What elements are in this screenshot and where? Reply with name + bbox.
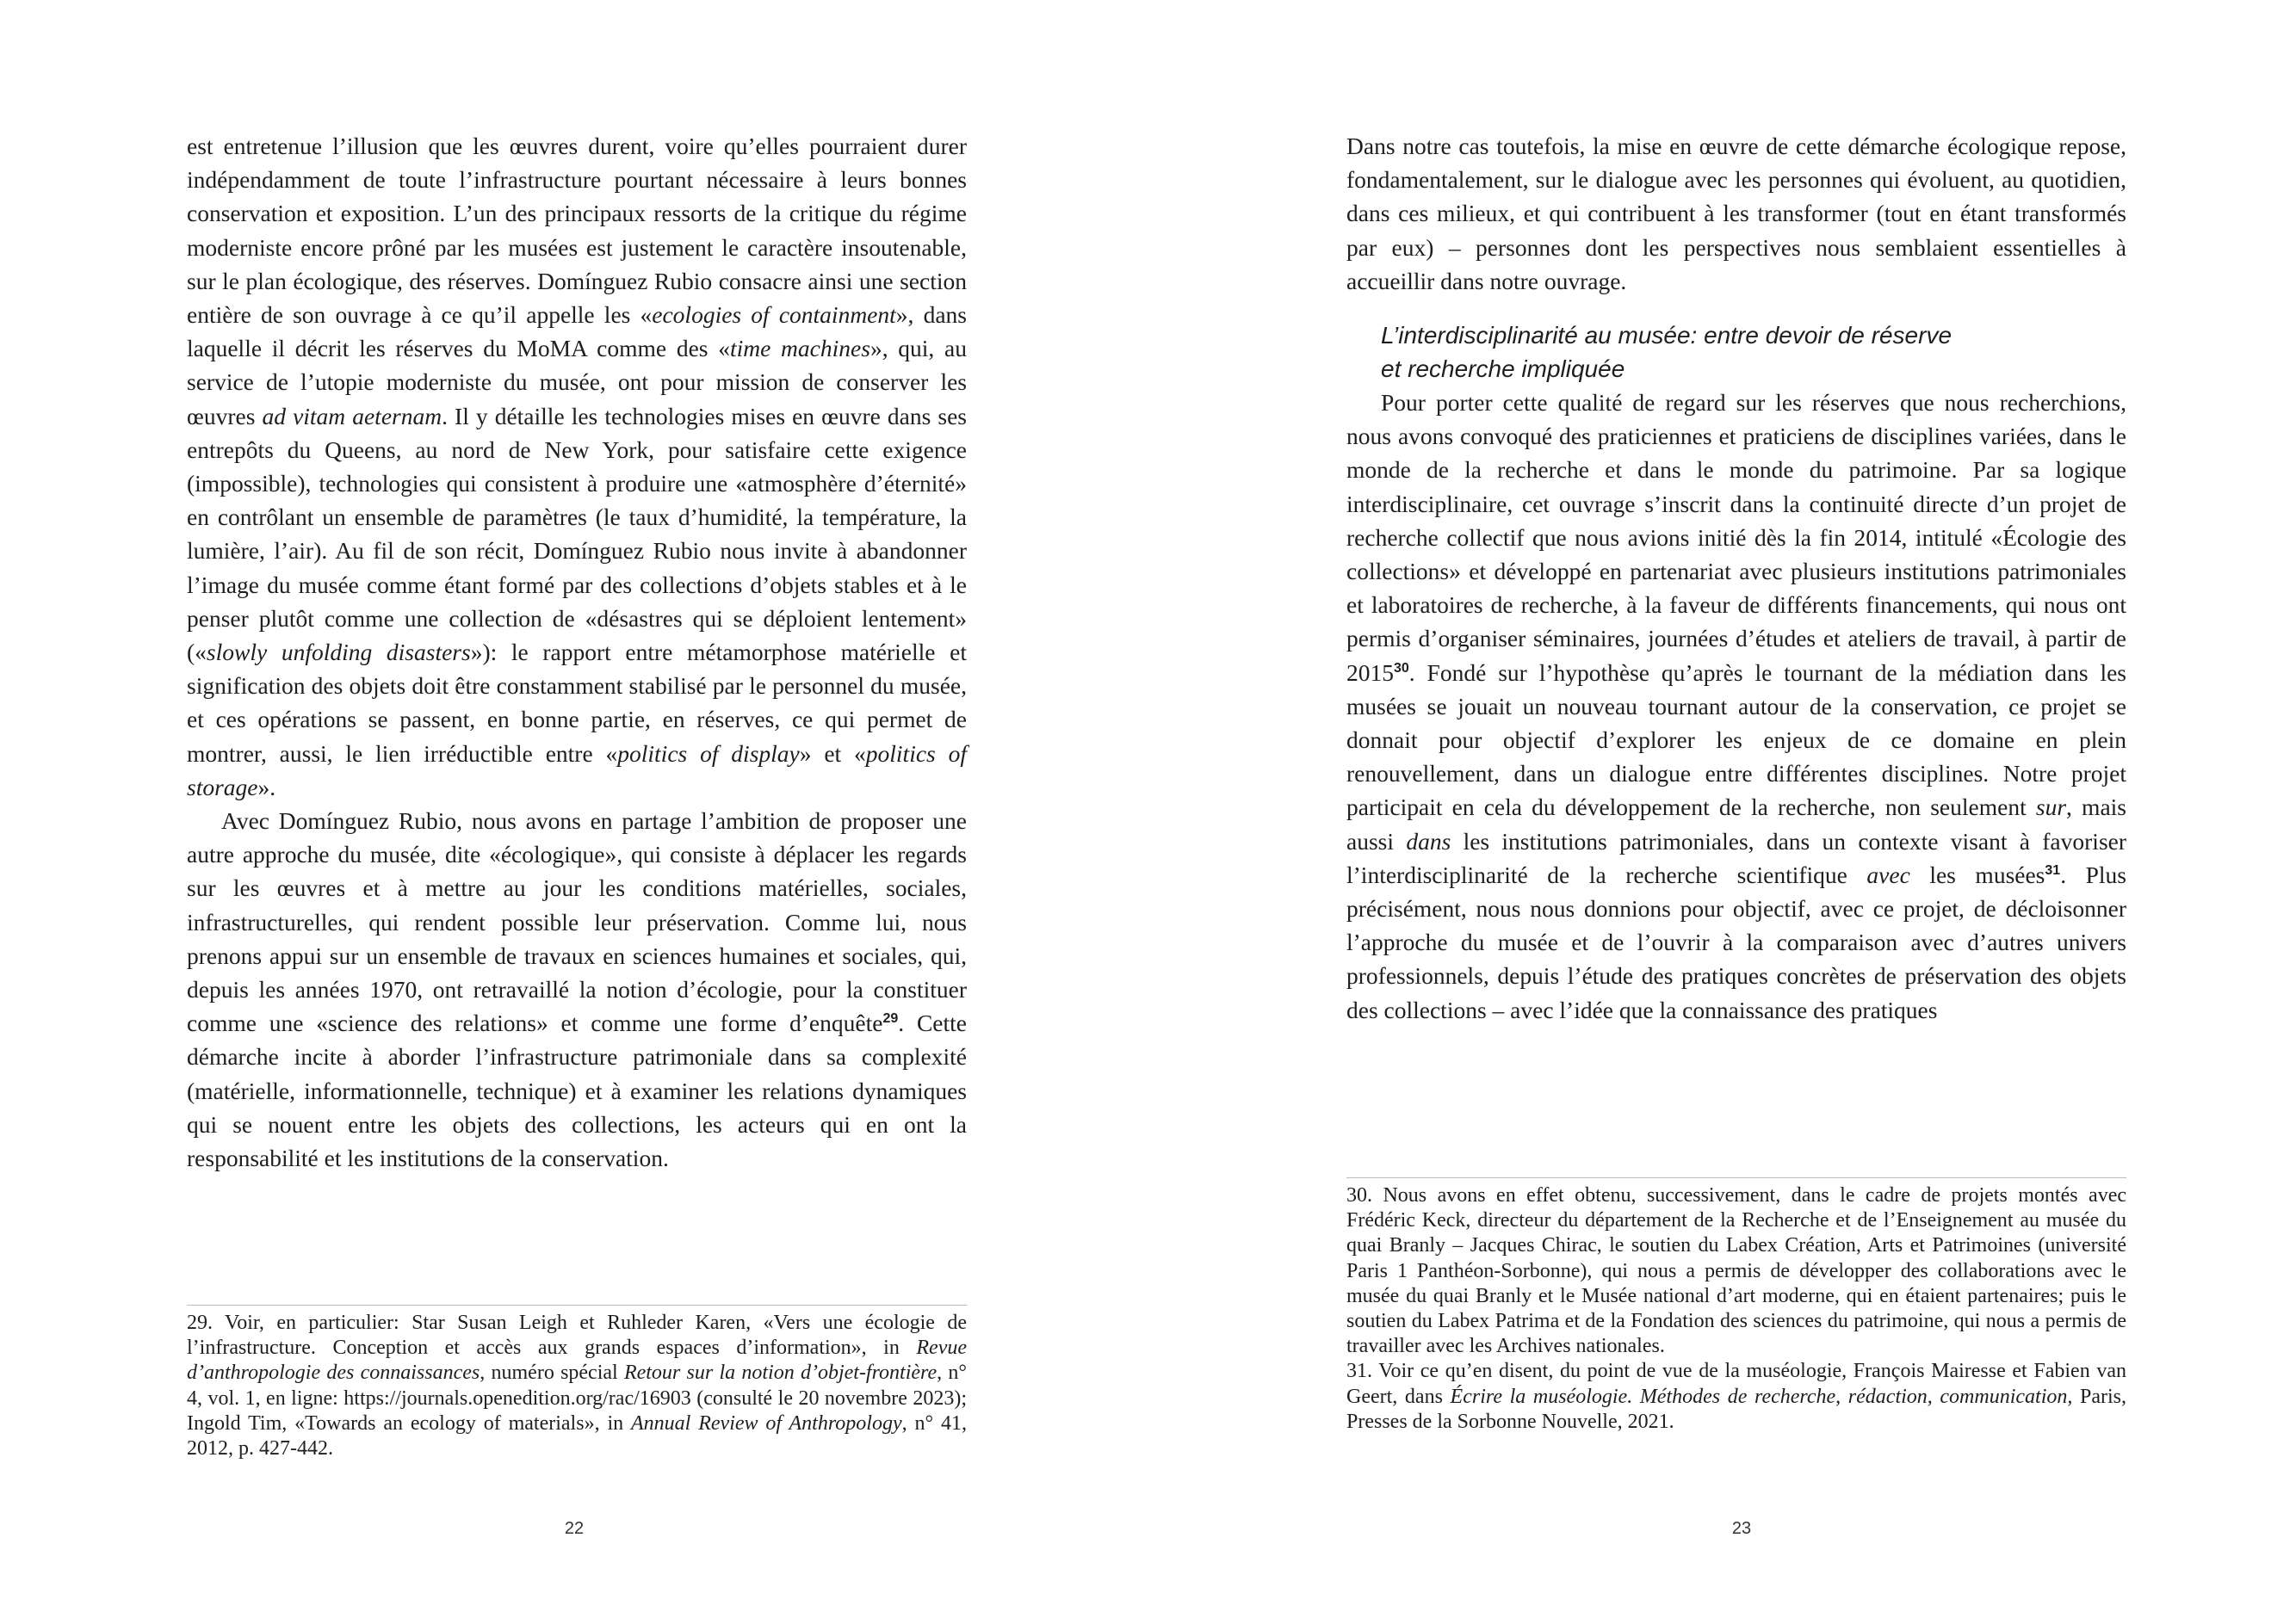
section-heading-line: L’interdisciplinarité au musée: entre devoir de réserve	[1381, 322, 1953, 349]
italic-text: Retour sur la notion d’objet-frontière	[623, 1362, 938, 1385]
italic-text: politics of display	[617, 739, 800, 767]
italic-text: slowly unfolding disasters	[206, 639, 471, 666]
section-heading-line: et recherche impliquée	[1381, 355, 1625, 383]
footnote-ref: 30	[1394, 660, 1409, 676]
text-run: . Fondé sur l’hypothèse qu’après le tournant de la médiation dans les musées se jouait un nouveau tournant autour de la conservation, ce projet se donnait pour objectif d’explorer les enjeux de ce domaine en plein renouvellement, dans un dialogue entre différentes disciplines. Notre projet participait en cela du développement de la recherche, non seulement	[1346, 658, 2126, 821]
text-run: est entretenue l’illusion que les œuvres durent, voire qu’elles pourraient durer indépendamment de toute l’infrastructure pourtant nécessaire à leurs bonnes conservation et exposition. L’un des principaux ressorts de la critique du régime moderniste encore prôné par les musées est justement le caractère insoutenable, sur le plan écologique, des réserves. Domínguez Rubio consacre ainsi une section entière de son ouvrage à ce qu’il appelle les «	[187, 133, 967, 329]
paragraph	[187, 804, 967, 1175]
right-footnotes	[1346, 1177, 2126, 1435]
text-run: » et «	[799, 739, 866, 767]
text-run: les institutions patrimoniales, dans un contexte visant à favoriser l’interdisciplinarité de la recherche scientifique	[1346, 827, 2127, 888]
text-run: , numéro spécial	[480, 1362, 624, 1385]
paragraph	[1346, 129, 2126, 298]
text-run: , mais aussi	[1346, 794, 2126, 855]
text-run: , n° 41, 2012, p. 427-442.	[187, 1411, 967, 1461]
italic-text: avec	[1866, 861, 1910, 888]
text-run: . Il y détaille les technologies mises en œuvre dans ses entrepôts du Queens, au nord de New York, pour satisfaire cette exigence (impossible), technologies qui consistent à produire une «atmosphère d’éternité» en contrôlant un ensemble de paramètres (le taux d’humidité, la température, la lumière, l’air). Au fil de son récit, Domínguez Rubio nous invite à abandonner l’image du musée comme étant formé par des collections d’objets stables et à le penser plutôt comme une collection de «désastres qui se déploient lentement» («	[187, 402, 967, 666]
left-footnotes	[187, 1305, 967, 1461]
text-run: les musées	[1909, 861, 2045, 888]
footnote-ref: 29	[882, 1011, 899, 1027]
text-run: Dans notre cas toutefois, la mise en œuvre de cette démarche écologique repose, fondamentalement, sur le dialogue avec les personnes qui évoluent, au quotidien, dans ces milieux, et qui contribuent à les transformer (tout en étant transformés par eux) – personnes dont les perspectives nous semblaient essentielles à accueillir dans notre ouvrage.	[1346, 133, 2126, 294]
page-number: 22	[564, 1519, 585, 1538]
italic-text: ad vitam aeternam	[262, 402, 442, 429]
text-run: 30. Nous avons en effet obtenu, successivement, dans le cadre de projets montés avec Frédéric Keck, directeur du département de la Recherche et de l’Enseignement au musée du quai Branly – Jacques Chirac, le soutien du Labex Création, Arts et Patrimoines (université Paris 1 Panthéon-Sorbonne), qui nous a permis de développer des collaborations avec le musée du quai Branly et le Musée national d’art moderne, qui en étaient partenaires; puis le soutien du Labex Patrima et de la Fondation des sciences du patrimoine, qui nous a permis de travailler avec les Archives nationales.	[1346, 1184, 2126, 1358]
text-run: 29. Voir, en particulier: Star Susan Leigh et Ruhleder Karen, «Vers une écologie de l’infrastructure. Conception et accès aux grands espaces d’information», in	[187, 1312, 967, 1360]
paragraph	[1346, 386, 2126, 1027]
italic-text: Revue d’anthropologie des connaissances	[187, 1337, 967, 1385]
left-body-text	[187, 129, 967, 1175]
text-run: . Plus précisément, nous nous donnions pour objectif, avec ce projet, de décloisonner l’approche du musée et de l’ouvrir à la comparaison avec d’autres univers professionnels, depuis l’étude des pratiques concrètes de préservation des objets des collections – avec l’idée que la connaissance des pratiques	[1346, 861, 2126, 1023]
text-run: », dans laquelle il décrit les réserves du MoMA comme des «	[187, 301, 967, 362]
footnote-29	[187, 1306, 967, 1461]
right-body-text	[1346, 129, 2126, 1027]
text-run: », qui, au service de l’utopie moderniste du musée, ont pour mission de conserver les œuvres	[187, 335, 967, 429]
footnote-ref: 31	[2045, 862, 2061, 878]
italic-text: Annual Review of Anthropology	[631, 1411, 902, 1435]
text-run: Paris, Presses de la Sorbonne Nouvelle, 2021.	[1346, 1385, 2126, 1433]
text-run: 31. Voir ce qu’en disent, du point de vue de la muséologie, François Mairesse et Fabien van Geert, dans	[1346, 1360, 2126, 1408]
right-page	[1148, 0, 2296, 1618]
footnote-31	[1346, 1359, 2126, 1435]
page-number: 23	[1731, 1519, 1752, 1538]
italic-text: sur	[2035, 794, 2067, 821]
italic-text: Écrire la muséologie. Méthodes de recherche, rédaction, communication,	[1450, 1385, 2073, 1408]
text-run: , n° 4, vol. 1, en ligne: https://journals.openedition.org/rac/16903 (consulté le 20 novembre 2023); Ingold Tim, «Towards an ecology of materials», in	[187, 1362, 968, 1435]
text-run: ».	[257, 773, 276, 800]
italic-text: ecologies of containment	[652, 301, 896, 329]
italic-text: time machines	[729, 335, 870, 362]
text-run: »): le rapport entre métamorphose matérielle et signification des objets doit être constamment stabilisé par le personnel du musée, et ces opérations se passent, en bonne partie, en réserves, ce qui permet de montrer, aussi, le lien irréductible entre «	[187, 639, 967, 767]
footnote-30	[1346, 1178, 2126, 1359]
paragraph	[187, 129, 967, 804]
italic-text: politics of storage	[187, 739, 967, 800]
text-run: Pour porter cette qualité de regard sur les réserves que nous recherchions, nous avons convoqué des praticiennes et praticiens de disciplines variées, dans le monde de la recherche et dans le monde du patrimoine. Par sa logique interdisciplinaire, cet ouvrage s’inscrit dans la continuité directe d’un projet de recherche collectif que nous avions initié dès la fin 2014, intitulé «Écologie des collections» et développé en partenariat avec plusieurs institutions patrimoniales et laboratoires de recherche, à la faveur de différents financements, qui nous ont permis d’organiser séminaires, journées d’études et ateliers de travail, à partir de 2015	[1346, 389, 2126, 686]
section-heading	[1346, 318, 2126, 386]
italic-text: dans	[1406, 827, 1451, 855]
text-run: Avec Domínguez Rubio, nous avons en partage l’ambition de proposer une autre approche du musée, dite «écologique», qui consiste à déplacer les regards sur les œuvres et à mettre au jour les conditions matérielles, sociales, infrastructurelles, qui rendent possible leur préservation. Comme lui, nous prenons appui sur un ensemble de travaux en sciences humaines et sociales, qui, depuis les années 1970, ont retravaillé la notion d’écologie, pour la constituer comme une «science des relations» et comme une forme d’enquête	[187, 807, 967, 1037]
text-run: . Cette démarche incite à aborder l’infrastructure patrimoniale dans sa complexité (matérielle, informationnelle, technique) et à examiner les relations dynamiques qui se nouent entre les objets des collections, les acteurs qui en ont la responsabilité et les institutions de la conservation.	[187, 1010, 967, 1172]
